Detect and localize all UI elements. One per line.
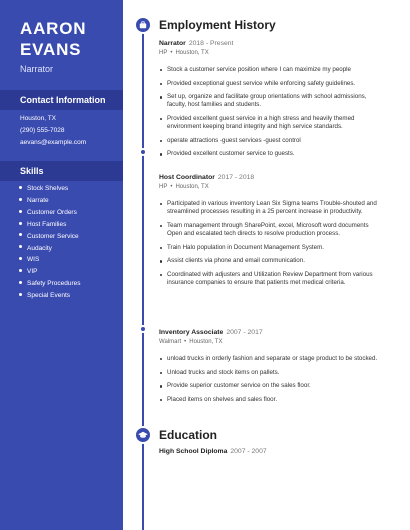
job-title: Narrator [159,40,186,47]
job-dates: 2018 - Present [188,40,234,47]
separator-dot: • [170,50,173,56]
job-bullet: Placed items on shelves and sales floor. [159,396,385,404]
job-bullet: Set up, organize and facilitate group orientations with school admissions, faculty, host families and students. [159,93,385,109]
job-bullet: Stock a customer service position where I can maximize my people [159,66,385,74]
job-bullet: operate attractions -guest services -guest control [159,137,385,145]
job-bullet: unload trucks in orderly fashion and separate or stage product to be stocked. [159,355,385,363]
job-bullets [159,355,385,404]
skill-item: VIP [19,266,80,278]
job-bullet: Assist clients via phone and email communication. [159,257,385,265]
job-bullet: Coordinated with adjusters and Utilization Review Department from various insurance companies to ensure that patients met medical criteria. [159,271,385,287]
separator-dot: • [170,184,173,190]
education-heading: Education [159,428,218,442]
job-bullet: Provided exceptional guest service while enforcing safety guidelines. [159,80,385,88]
skills-heading: Skills [0,161,123,181]
skill-item: Safety Procedures [19,278,80,290]
job-company-line [159,338,385,346]
education-degree: High School Diploma [159,448,228,455]
job-location: Houston, TX [189,339,223,345]
candidate-name [20,18,86,60]
job-entry [159,39,385,164]
job-dates: 2017 - 2018 [217,174,255,181]
job-location: Houston, TX [175,50,209,56]
job-bullet: Unload trucks and stock items on pallets. [159,369,385,377]
skill-item: Host Families [19,219,80,231]
job-bullets [159,200,385,287]
education-dates: 2007 - 2007 [230,448,267,455]
job-company-line [159,183,385,191]
job-entry [159,173,385,293]
job-header [159,39,385,48]
job-bullet: Provided excellent guest service in a high stress and heavily themed environment keeping brand integrity and high service standards. [159,115,385,131]
candidate-role: Narrator [20,64,54,74]
education-entry [159,447,385,456]
skill-item: Narrate [19,195,80,207]
job-bullet: Team management through SharePoint, excel, Microsoft word documents Open and escalated tech directs to resolve production process. [159,222,385,238]
job-bullet: Train Halo population in Document Management System. [159,244,385,252]
job-title: Host Coordinator [159,174,215,181]
timeline-line [142,32,144,530]
briefcase-icon [134,16,152,34]
employment-heading: Employment History [159,18,276,32]
job-company: HP [159,50,168,56]
last-name: EVANS [20,40,82,59]
first-name: AARON [20,19,87,38]
separator-dot: • [184,339,187,345]
contact-info [20,113,86,149]
job-entry [159,328,385,409]
job-dates: 2007 - 2017 [226,329,263,336]
education-header [159,447,385,456]
contact-city: Houston, TX [20,115,57,122]
job-location: Houston, TX [175,184,209,190]
skill-item: WIS [19,254,80,266]
job-title: Inventory Associate [159,329,224,336]
job-header [159,328,385,337]
job-company: HP [159,184,168,190]
contact-phone: (290) 555-7028 [20,127,65,134]
skills-list [19,183,80,302]
job-bullet: Participated in various inventory Lean Six Sigma teams Trouble-shouted and streamlined processes resulting in a 25 percent increase in productivity. [159,200,385,216]
job-company: Walmart [159,339,182,345]
job-bullet: Provide superior customer service on the sales floor. [159,382,385,390]
sidebar [0,0,123,530]
job-company-line [159,49,385,57]
timeline-dot [139,325,147,333]
job-header [159,173,385,182]
skill-item: Special Events [19,290,80,302]
job-bullets [159,66,385,159]
job-bullet: Provided excellent customer service to guests. [159,150,385,158]
timeline-dot [139,148,147,156]
main-content [159,0,402,530]
skill-item: Customer Service [19,231,80,243]
skill-item: Stock Shelves [19,183,80,195]
contact-heading: Contact Information [0,90,123,110]
graduation-cap-icon [134,426,152,444]
contact-email[interactable]: aevans@example.com [20,139,87,146]
skill-item: Audacity [19,243,80,255]
skill-item: Customer Orders [19,207,80,219]
